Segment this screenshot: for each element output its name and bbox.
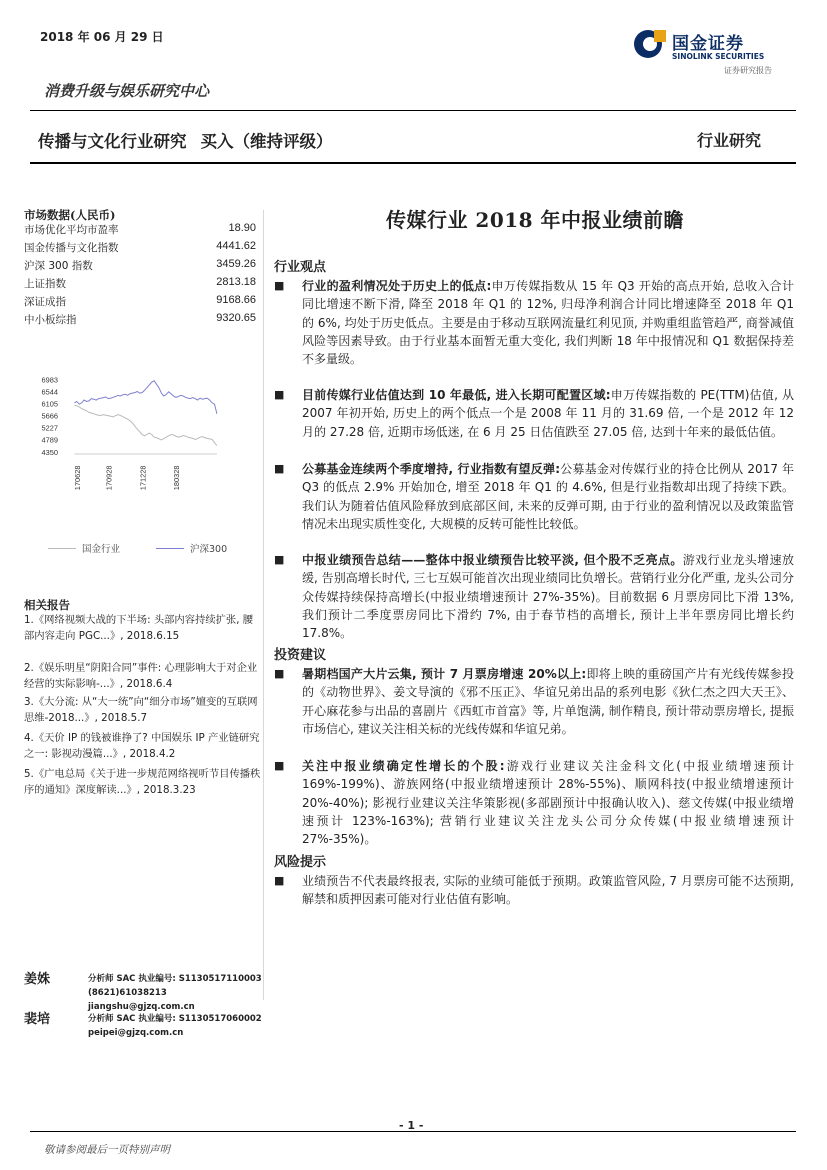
y-tick-label: 5666 <box>41 411 58 421</box>
legend-label-industry: 国金行业 <box>82 544 121 555</box>
page-number: - 1 - <box>399 1119 424 1132</box>
bullet-icon: ■ <box>274 759 285 772</box>
footer-divider <box>30 1131 796 1132</box>
analyst-cert: 分析师 SAC 执业编号: S1130517060002 <box>88 1014 262 1024</box>
x-tick-label: 171228 <box>138 465 148 491</box>
y-tick-label: 5227 <box>41 423 58 433</box>
report-category: 证券研究报告 <box>724 66 772 75</box>
bullet-icon: ■ <box>274 462 285 475</box>
header-divider-thick <box>30 162 796 164</box>
x-tick-label: 180328 <box>172 465 182 491</box>
y-tick-label: 6105 <box>41 399 58 409</box>
market-row: 国金传播与文化指数 4441.62 <box>24 240 256 254</box>
related-report-item[interactable]: 1.《网络视频大战的下半场: 头部内容持续扩张, 腰部内容走向 PGC...》, 2018.6.15 <box>24 614 254 642</box>
legend-swatch-industry <box>48 548 76 549</box>
analyst-name: 裴培 <box>24 1012 51 1027</box>
related-report-item[interactable]: 5.《广电总局《关于进一步规范网络视听节目传播秩序的通知》深度解读...》, 2018.3.23 <box>24 768 261 796</box>
related-report-item[interactable]: 4.《天价 IP 的钱被谁挣了? 中国娱乐 IP 产业链研究之一: 影视动漫篇...》, 2018.4.2 <box>24 732 260 760</box>
y-tick-label: 4789 <box>41 435 58 445</box>
related-reports-title: 相关报告 <box>24 598 70 612</box>
x-tick-label: 170928 <box>104 465 114 491</box>
analyst-name: 姜姝 <box>24 972 51 987</box>
related-report-item[interactable]: 3.《大分流: 从“大一统”向“细分市场”嬗变的互联网思维-2018...》, 2018.5.7 <box>24 696 258 724</box>
analyst-cert: 分析师 SAC 执业编号: S1130517110003 <box>88 974 262 984</box>
market-row: 沪深 300 指数 3459.26 <box>24 258 256 272</box>
column-divider <box>263 210 264 1000</box>
logo-icon <box>632 26 668 62</box>
chart-legend <box>48 541 227 555</box>
index-line-chart <box>20 370 245 510</box>
report-title: 传媒行业 2018 年中报业绩前瞻 <box>385 208 685 232</box>
market-row: 上证指数 2813.18 <box>24 276 256 290</box>
report-date: 2018 年 06 月 29 日 <box>40 30 164 44</box>
logo-english-name: SINOLINK SECURITIES <box>672 52 765 61</box>
analyst-email[interactable]: jiangshu@gjzq.com.cn <box>88 1002 195 1012</box>
legend-label-hs300: 沪深300 <box>190 544 228 555</box>
view-item: ■ 公募基金连续两个季度增持, 行业指数有望反弹:公募基金对传媒行业的持仓比例从 2017 年 Q3 的低点 2.9% 开始加仓, 增至 2018 年 Q1 的 4.6%, 但是行业指数却出现了持续下跌。我们认为随着估值风险释放到底部区间, 未来的反弹可期, 由于行业的盈利情况以及政策监管情况未出现实质性变化, 大规模的反转可能性比较低。 <box>274 462 794 531</box>
y-tick-label: 4350 <box>41 447 58 457</box>
bullet-icon: ■ <box>274 667 285 680</box>
section-heading-risk: 风险提示 <box>274 855 327 870</box>
report-type: 行业研究 <box>697 131 762 150</box>
logo <box>632 26 668 62</box>
view-item: ■ 中报业绩预告总结——整体中报业绩预告比较平淡, 但个股不乏亮点。游戏行业龙头增速放缓, 告别高增长时代, 三七互娱可能首次出现业绩同比负增长。营销行业分化严重, 龙头公司分众传媒持续保持高增长(中报业绩增速预计 27%-35%)。目前数据 6 月票房同比下滑 13%, 我们预计二季度票房同比下滑约 7%, 由于春节档的高增长, 预计上半年票房同比增长约 17.8%。 <box>274 553 794 641</box>
industry-title: 传播与文化行业研究 <box>38 132 187 151</box>
bullet-icon: ■ <box>274 553 285 566</box>
analyst-email[interactable]: peipei@gjzq.com.cn <box>88 1028 184 1038</box>
legend-swatch-hs300 <box>156 548 184 549</box>
risk-item: ■ 业绩预告不代表最终报表, 实际的业绩可能低于预期。政策监管风险, 7 月票房可能不达预期, 解禁和质押因素可能对行业估值有影响。 <box>274 874 794 907</box>
section-heading-invest: 投资建议 <box>274 648 327 663</box>
section-heading-view: 行业观点 <box>274 260 327 275</box>
x-tick-label: 170628 <box>73 465 83 491</box>
header-divider <box>30 110 796 111</box>
market-row: 深证成指 9168.66 <box>24 294 256 308</box>
invest-item: ■ 暑期档国产大片云集, 预计 7 月票房增速 20%以上:即将上映的重磅国产片有光线传媒参投的《动物世界》、姜文导演的《邪不压正》、华谊兄弟出品的系列电影《狄仁杰之四大天王》、开心麻花参与出品的喜剧片《西虹市首富》等, 片单饱满, 制作精良, 预计带动票房增长, 提振市场信心, 建议关注相关标的光线传媒和华谊兄弟。 <box>274 667 794 736</box>
y-tick-label: 6983 <box>41 375 58 385</box>
industry-heading <box>38 128 347 152</box>
bullet-icon: ■ <box>274 279 285 292</box>
market-data-title: 市场数据(人民币) <box>24 208 116 222</box>
view-item: ■ 行业的盈利情况处于历史上的低点:申万传媒指数从 15 年 Q3 开始的高点开始, 总收入合计同比增速不断下滑, 降至 2018 年 Q1 的 12%, 归母净利润合计同比增速降至 2018 年 Q1 的 6%, 均处于历史低点。主要是由于移动互联网流量红利见顶, 并购重组监管趋严, 商誉减值风险等因素导致。由于行业基本面暂无重大变化, 我们判断 18 年中报情况和 Q1 数据保持差不多量级。 <box>274 279 794 367</box>
related-report-item[interactable]: 2.《娱乐明星“阴阳合同”事件: 心理影响大于对企业经营的实际影响-...》, 2018.6.4 <box>24 662 258 690</box>
bullet-icon: ■ <box>274 874 285 887</box>
invest-item: ■ 关注中报业绩确定性增长的个股:游戏行业建议关注金科文化(中报业绩增速预计 169%-199%)、游族网络(中报业绩增速预计 28%-55%)、顺网科技(中报业绩增速预计 20%-40%); 影视行业建议关注华策影视(多部剧预计中报确认收入)、慈文传媒(中报业绩增速预计 123%-163%); 营销行业建议关注龙头公司分众传媒(中报业绩增速预计 27%-35%)。 <box>274 759 794 847</box>
series-line-industry <box>74 405 216 445</box>
disclaimer-note: 敬请参阅最后一页特别声明 <box>44 1144 170 1156</box>
view-item: ■ 目前传媒行业估值达到 10 年最低, 进入长期可配置区域:申万传媒指数的 PE(TTM)估值, 从 2007 年初开始, 历史上的两个低点一个是 2008 年 11 月的 31.69 倍, 一个是 2012 年 12 月的 27.28 倍, 近期市场低迷, 在 6 月 25 日估值跌至 27.05 倍, 达到十年来的最低估值。 <box>274 388 794 439</box>
logo-name: 国金证券 <box>672 34 744 54</box>
analyst-phone: (8621)61038213 <box>88 988 167 998</box>
y-tick-label: 6544 <box>41 387 58 397</box>
research-center: 消费升级与娱乐研究中心 <box>44 82 210 100</box>
market-row: 市场优化平均市盈率 18.90 <box>24 222 256 236</box>
series-line-hs300 <box>74 381 216 414</box>
bullet-icon: ■ <box>274 388 285 401</box>
market-row: 中小板综指 9320.65 <box>24 312 256 326</box>
rating: 买入（维持评级） <box>200 132 333 151</box>
